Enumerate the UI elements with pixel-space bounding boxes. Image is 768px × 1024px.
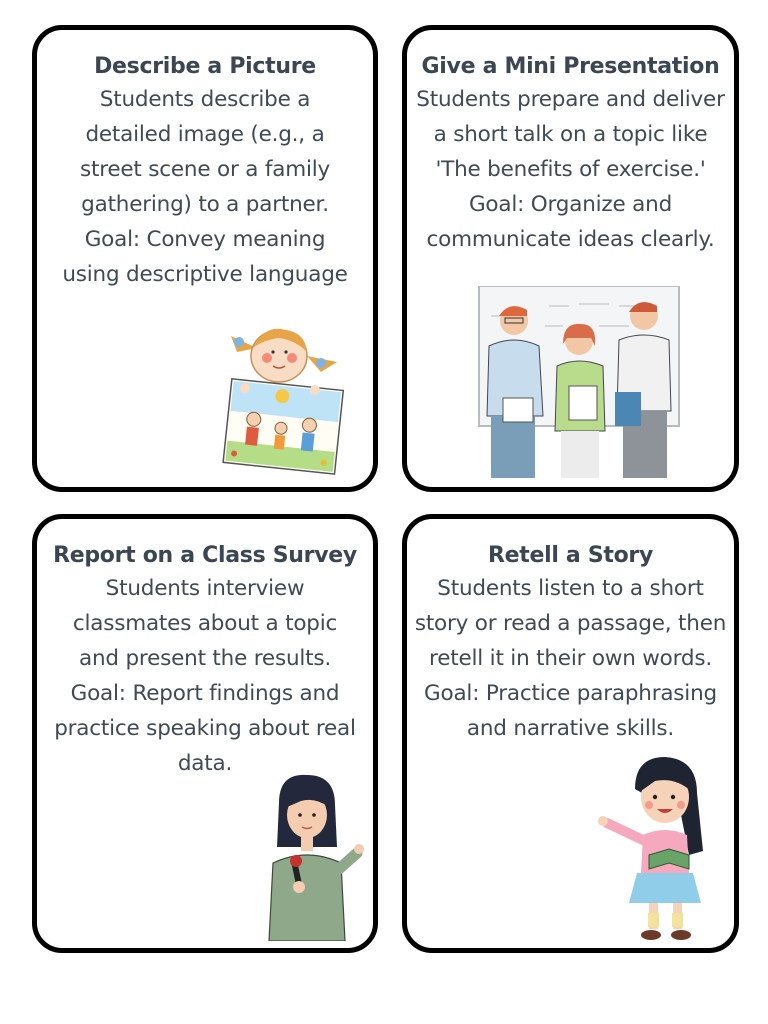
card-text-line: detailed image (e.g., a [85,122,325,147]
card-title: Describe a Picture [94,54,316,79]
card-description [411,82,730,257]
card-text-line: using descriptive language [62,262,348,287]
activity-card-mini-presentation [402,25,739,492]
card-text-line: Goal: Report findings and [70,681,340,706]
card-text-line: Students listen to a short [437,576,704,601]
card-text-line: Students interview [105,576,305,601]
girl-reading-book-illustration [593,755,715,945]
card-description [41,571,369,781]
card-text-line: story or read a passage, then [414,611,727,636]
card-title: Retell a Story [487,543,653,568]
card-text-line: and narrative skills. [466,716,675,741]
card-text-line: Goal: Convey meaning [84,227,326,252]
card-description [41,82,369,292]
card-text-line: Students describe a [99,87,311,112]
card-text-line: and present the results. [78,646,332,671]
girl-with-microphone-illustration [249,773,369,941]
card-text-line: Students prepare and deliver [416,87,725,112]
card-text-line: Goal: Organize and [468,192,673,217]
card-text-line: classmates about a topic [72,611,338,636]
card-text-line: street scene or a family [79,157,331,182]
activity-card-class-survey [32,514,378,953]
girl-with-drawing-illustration [209,318,349,478]
card-title: Report on a Class Survey [53,543,357,568]
card-text-line: retell it in their own words. [429,646,712,671]
card-text-line: communicate ideas clearly. [426,227,715,252]
activity-card-retell-story [402,514,739,953]
card-title: Give a Mini Presentation [421,54,720,79]
card-text-line: gathering) to a partner. [81,192,329,217]
card-text-line: a short talk on a topic like [433,122,708,147]
presenters-illustration [459,286,689,478]
card-text-line: Goal: Practice paraphrasing [424,681,717,706]
card-description [411,571,730,746]
card-text-line: data. [177,751,233,776]
card-text-line: practice speaking about real [54,716,356,741]
card-text-line: 'The benefits of exercise.' [435,157,706,182]
activity-card-describe-picture [32,25,378,492]
